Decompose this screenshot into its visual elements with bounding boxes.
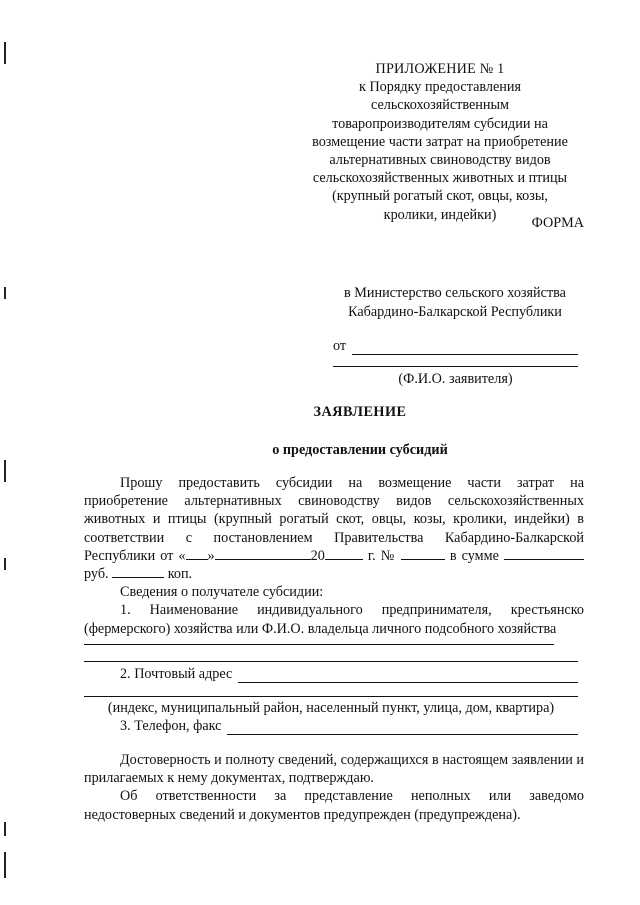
address-row (120, 665, 578, 683)
phone-label: 3. Телефон, факс (120, 718, 222, 734)
address-hint: (индекс, муниципальный район, населенный пункт, улица, дом, квартира) (107, 700, 555, 716)
name-blank-line[interactable] (84, 644, 554, 645)
address-label: 2. Почтовый адрес (120, 666, 233, 682)
form-label: ФОРМА (531, 215, 584, 231)
year-prefix: 20 (310, 547, 325, 564)
addressee-line: в Министерство сельского хозяйства (344, 285, 566, 301)
appendix-line: товаропроизводителям субсидии на (332, 115, 548, 132)
statement-subtitle: о предоставлении субсидий (272, 442, 448, 458)
address-blank-line[interactable] (238, 668, 578, 683)
appendix-line: сельскохозяйственным (370, 97, 509, 114)
appendix-line: возмещение части затрат на приобретение (312, 133, 568, 150)
day-blank[interactable] (186, 547, 208, 560)
rub-blank[interactable] (504, 547, 584, 560)
sum-label: в сумме (444, 547, 504, 564)
appendix-line: к Порядку предоставления (359, 79, 521, 96)
statement-title: ЗАЯВЛЕНИЕ (313, 404, 407, 420)
confirmation-block (84, 751, 584, 824)
name-blank-line-2[interactable] (84, 661, 578, 662)
appendix-line: кролики, индейки) (383, 206, 497, 223)
request-paragraph (84, 474, 584, 583)
responsibility-paragraph: Об ответственности за представление неполных или заведомо недостоверных сведений и документов предупрежден (предупреждена). (84, 788, 584, 823)
appendix-line: сельскохозяйственных животных и птицы (312, 170, 568, 187)
request-text: Прошу предоставить субсидии на возмещение части затрат на приобретение альтернативных свиноводству видов сельскохозяйственных животных и птицы (крупный рогатый скот, овцы, козы, кролики, индейки) в соответствии с постановлением Правительства Кабардино-Балкарской Республики от « (84, 475, 584, 564)
phone-row (120, 717, 578, 735)
item-1: 1. Наименование индивидуального предпринимателя, крестьянско (фермерского) хозяйства или Ф.И.О. владельца личного подсобного хозяйства (84, 602, 584, 637)
address-blank-line-2[interactable] (84, 696, 578, 697)
from-blank-line[interactable] (352, 340, 578, 355)
scan-mark (4, 852, 6, 878)
quote-close: » (207, 547, 215, 564)
kop-label: коп. (164, 566, 193, 583)
statement-body (84, 474, 584, 638)
kop-blank[interactable] (112, 565, 164, 578)
month-blank[interactable] (215, 547, 311, 560)
appendix-line: (крупный рогатый скот, овцы, козы, (332, 188, 548, 205)
scan-mark (4, 822, 6, 836)
appendix-title: ПРИЛОЖЕНИЕ № 1 (375, 61, 505, 77)
fio-hint: (Ф.И.О. заявителя) (398, 371, 513, 387)
number-blank[interactable] (401, 547, 445, 560)
from-row (333, 337, 578, 355)
scan-mark (4, 558, 6, 570)
number-label: г. № (362, 547, 401, 564)
scan-mark (4, 42, 6, 64)
appendix-header (290, 60, 590, 224)
recipient-info: Сведения о получателе субсидии: (120, 584, 324, 601)
from-label: от (333, 338, 347, 354)
rub-label: руб. (84, 566, 113, 583)
fio-blank-line[interactable] (333, 366, 578, 367)
appendix-line: альтернативных свиноводству видов (329, 152, 551, 169)
addressee-block (330, 284, 580, 322)
scan-mark (4, 460, 6, 482)
phone-blank-line[interactable] (227, 720, 578, 735)
confirmation-paragraph: Достоверность и полноту сведений, содержащихся в настоящем заявлении и прилагаемых к нему документах, подтверждаю. (84, 752, 584, 787)
scan-mark (4, 287, 6, 299)
year-blank[interactable] (325, 547, 363, 560)
addressee-line: Кабардино-Балкарской Республики (348, 304, 562, 320)
